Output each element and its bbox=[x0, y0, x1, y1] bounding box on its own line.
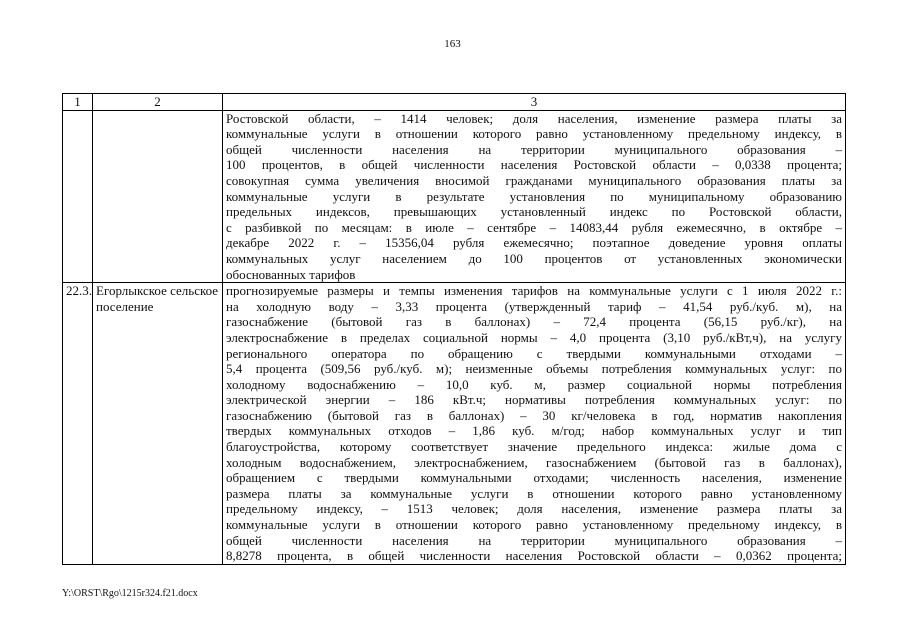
text-line: обращением с твердыми коммунальными отходами; численность населения, изменение bbox=[226, 470, 842, 486]
row-name-cell: Егорлыкское сельское поселение bbox=[93, 283, 223, 565]
tariff-table bbox=[62, 93, 846, 565]
text-line: 8,8278 процента, в общей численности населения Ростовской области – 0,0362 процента; bbox=[226, 548, 842, 564]
text-line: прогнозируемые размеры и темпы изменения тарифов на коммунальные услуги с 1 июля 2022 г.: bbox=[226, 283, 842, 299]
text-line: на холодную воду – 3,33 процента (утвержденный тариф – 41,54 руб./куб. м), на bbox=[226, 298, 842, 314]
row-text-cell bbox=[223, 283, 846, 565]
text-line: 100 процентов, в общей численности населения Ростовской области – 0,0338 процента; bbox=[226, 157, 842, 173]
text-line: с разбивкой по месяцам: в июле – сентябре – 14083,44 рубля ежемесячно, в октябре – bbox=[226, 219, 842, 235]
table-row-continuation bbox=[63, 110, 846, 283]
page-number: 163 bbox=[444, 38, 461, 50]
text-line: твердых коммунальных отходов – 1,86 куб. м/год; набор коммунальных услуг и тип bbox=[226, 423, 842, 439]
text-line: коммунальные услуги в результате установления по муниципальному образованию bbox=[226, 188, 842, 204]
text-line: холодным водоснабжением, электроснабжением, газоснабжением (бытовой газ в баллонах), bbox=[226, 454, 842, 470]
text-line: обоснованных тарифов bbox=[226, 266, 356, 282]
text-line: декабре 2022 г. – 15356,04 рубля ежемесячно; поэтапное доведение уровня оплаты bbox=[226, 235, 842, 251]
text-line: размера платы за коммунальные услуги в отношении которого равно установленному bbox=[226, 485, 842, 501]
text-line: газоснабжение (бытовой газ в баллонах) – 72,4 процента (56,15 руб./кг), на bbox=[226, 314, 842, 330]
text-line: регионального оператора по обращению с твердыми коммунальными отходами – bbox=[226, 345, 842, 361]
header-col-2: 2 bbox=[93, 94, 223, 111]
continuation-text-cell bbox=[223, 110, 846, 283]
text-line: холодному водоснабжению – 10,0 куб. м, размер социальной нормы потребления bbox=[226, 376, 842, 392]
header-col-1: 1 bbox=[63, 94, 93, 111]
header-col-3: 3 bbox=[223, 94, 846, 111]
text-line: коммунальные услуги в отношении которого равно установленному предельному индексу, в bbox=[226, 126, 842, 142]
text-line: предельных индексов, превышающих установленный индекс по Ростовской области, bbox=[226, 204, 842, 220]
text-line: Ростовской области, – 1414 человек; доля населения, изменение размера платы за bbox=[226, 110, 842, 126]
table-row-22-3 bbox=[63, 283, 846, 565]
text-line: электрической энергии – 186 кВт.ч; нормативы потребления коммунальных услуг: по bbox=[226, 392, 842, 408]
text-line: электроснабжение в пределах социальной нормы – 4,0 процента (3,10 руб./кВт,ч), на услугу bbox=[226, 329, 842, 345]
text-line: благоустройства, которому соответствует значение предельного индекса: жилые дома с bbox=[226, 439, 842, 455]
text-line: общей численности населения на территории муниципального образования – bbox=[226, 141, 842, 157]
row-number-cell bbox=[63, 110, 93, 283]
row-name-cell bbox=[93, 110, 223, 283]
text-line: 5,4 процента (509,56 руб./куб. м); неизменные объемы потребления коммунальных услуг: по bbox=[226, 361, 842, 377]
text-line: коммунальные услуги в отношении которого равно установленному предельному индексу, в bbox=[226, 517, 842, 533]
footer-file-path: Y:\ORST\Rgo\1215r324.f21.docx bbox=[62, 588, 198, 599]
text-line: общей численности населения на территории муниципального образования – bbox=[226, 532, 842, 548]
row-number-cell: 22.3. bbox=[63, 283, 93, 565]
text-line: предельному индексу, – 1513 человек; доля населения, изменение размера платы за bbox=[226, 501, 842, 517]
text-line: коммунальных услуг населением до 100 процентов от установленных экономически bbox=[226, 250, 842, 266]
text-line: газоснабжению (бытовой газ в баллонах) – 30 кг/человека в год, норматив накопления bbox=[226, 407, 842, 423]
text-line: совокупная сумма увеличения вносимой гражданами муниципального образования платы за bbox=[226, 172, 842, 188]
table-header-row bbox=[63, 94, 846, 111]
